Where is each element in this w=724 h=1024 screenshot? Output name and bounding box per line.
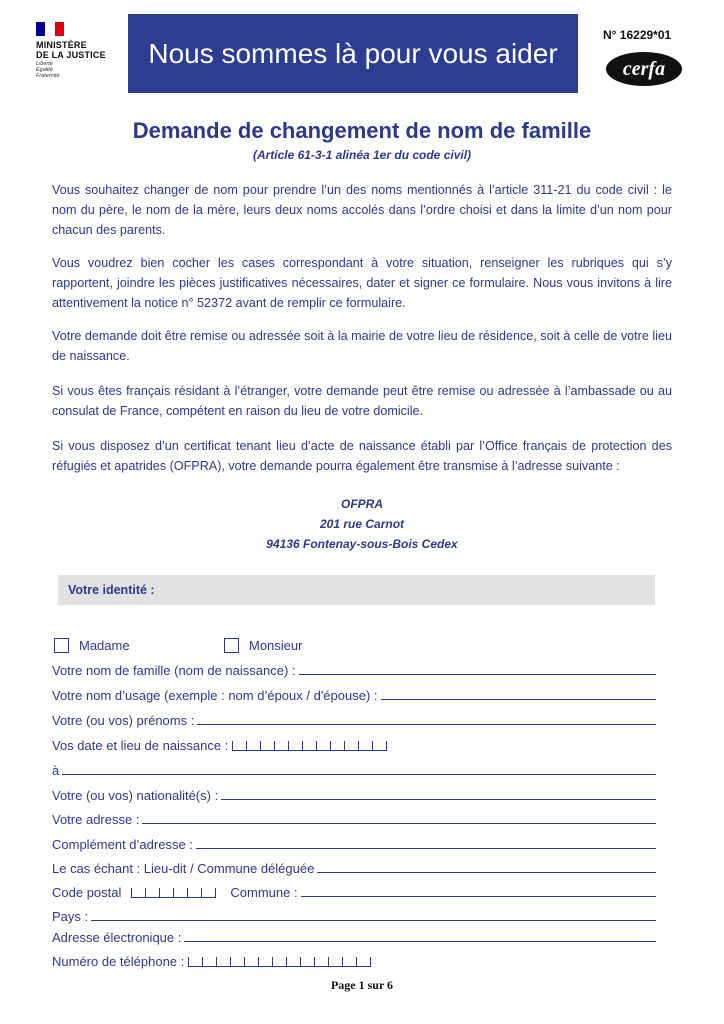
adresse-label: Votre adresse : [52,812,140,827]
field-nom-usage[interactable] [52,685,656,703]
lieu-naissance-input[interactable] [62,774,656,775]
nom-famille-input[interactable] [299,674,656,675]
a-label: à [52,763,60,778]
field-lieu-dit[interactable] [52,858,656,876]
lieu-dit-input[interactable] [317,872,656,873]
lieu-dit-label: Le cas échant : Lieu-dit / Commune déléguée [52,861,315,876]
intro-paragraph-3: Votre demande doit être remise ou adressée soit à la mairie de votre lieu de résidence, soit à celle de votre lieu de naissance. [52,329,672,363]
adresse-input[interactable] [142,823,656,824]
intro-paragraph-1: Vous souhaitez changer de nom pour prendre l’un des noms mentionnés à l’article 311-21 du code civil : le nom du père, le nom de la mère, leurs deux noms accolés dans l’ordre choisi et dans la limite d’un nom pour chacun des parents. [52,183,672,237]
telephone-label: Numéro de téléphone : [52,954,185,969]
ministry-logo [36,22,116,79]
email-input[interactable] [184,941,656,942]
prenoms-label: Votre (ou vos) prénoms : [52,713,195,728]
ofpra-street: 201 rue Carnot [319,517,405,531]
nom-famille-label: Votre nom de famille (nom de naissance) : [52,663,296,678]
field-nom-famille[interactable] [52,660,656,678]
field-prenoms[interactable] [52,710,656,728]
identity-section-header: Votre identité : [58,575,655,605]
complement-label: Complément d’adresse : [52,837,193,852]
nom-usage-input[interactable] [381,699,656,700]
help-banner: Nous sommes là pour vous aider [128,14,578,93]
ministry-name-line2: DE LA JUSTICE [36,50,106,60]
code-postal-label: Code postal [52,885,122,900]
field-naissance[interactable] [52,735,387,753]
nom-usage-label: Votre nom d’usage (exemple : nom d’époux / d'épouse) : [52,688,378,703]
pays-input[interactable] [91,920,656,921]
birth-date-boxes[interactable] [232,737,387,751]
prenoms-input[interactable] [197,724,656,725]
commune-input[interactable] [301,896,656,897]
field-complement[interactable] [52,834,656,852]
madame-checkbox[interactable] [54,638,69,653]
intro-paragraph-4: Si vous êtes français résidant à l’étranger, votre demande peut être remise ou adressée à l’ambassade ou au consulat de France, compétent en raison du lieu de votre domicile. [52,384,672,418]
email-label: Adresse électronique : [52,930,182,945]
monsieur-option[interactable] [224,638,302,653]
field-email[interactable] [52,927,656,945]
monsieur-checkbox[interactable] [224,638,239,653]
pays-label: Pays : [52,909,89,924]
cerfa-logo: cerfa [606,52,682,86]
ministry-name-line1: MINISTÈRE [36,40,87,50]
field-telephone[interactable] [52,951,371,969]
field-lieu-naissance[interactable] [52,760,656,778]
french-flag-icon [36,22,64,36]
cerfa-number: N° 16229*01 [603,28,672,42]
nationalite-label: Votre (ou vos) nationalité(s) : [52,788,219,803]
nationalite-input[interactable] [221,799,656,800]
telephone-boxes[interactable] [188,953,371,967]
form-subtitle: (Article 61-3-1 alinéa 1er du code civil) [252,148,472,162]
field-pays[interactable] [52,906,656,924]
field-adresse[interactable] [52,809,656,827]
intro-paragraph-5: Si vous disposez d’un certificat tenant lieu d’acte de naissance établi par l’Office français de protection des réfugiés et apatrides (OFPRA), votre demande pourra également être transmise à l’adresse suivante : [52,439,672,473]
intro-paragraph-2: Vous voudrez bien cocher les cases correspondant à votre situation, renseigner les rubriques qui s’y rapportent, joindre les pièces justificatives nécessaires, dater et signer ce formulaire. Nous vous invitons à lire attentivement la notice n° 52372 avant de remplir ce formulaire. [52,256,672,310]
naissance-label: Vos date et lieu de naissance : [52,738,229,753]
ofpra-name: OFPRA [341,497,383,511]
republic-motto: Liberté Égalité Fraternité [36,61,60,79]
field-nationalite[interactable] [52,785,656,803]
page-number: Page 1 sur 6 [330,978,394,992]
madame-option[interactable] [54,638,130,653]
commune-label: Commune : [230,885,298,900]
complement-input[interactable] [196,848,656,849]
monsieur-label: Monsieur [249,638,303,653]
code-postal-boxes[interactable] [131,884,216,898]
madame-label: Madame [79,638,130,653]
field-code-postal[interactable] [52,882,656,900]
form-title: Demande de changement de nom de famille [132,118,592,143]
ofpra-city: 94136 Fontenay-sous-Bois Cedex [266,537,458,551]
